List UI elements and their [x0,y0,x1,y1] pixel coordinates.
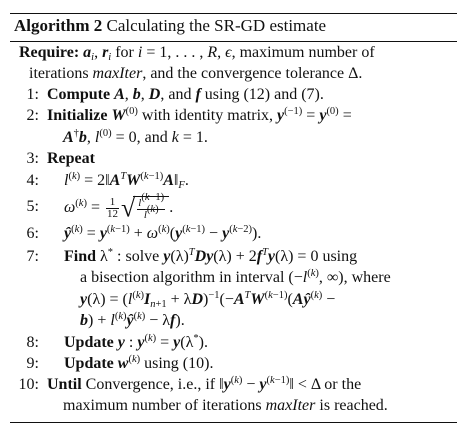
algorithm-line [10,267,457,288]
keyword: Repeat [47,150,95,167]
line-content: λ* : solve $y(\lambda)^TDy(\lambda) + 2f^Ty(\lambda) = 0$ using [96,246,358,265]
algorithm-line [10,353,457,374]
line-number: 6: [26,225,39,242]
algorithm-line [10,374,457,395]
algorithm-title [10,14,457,37]
line-number: 2: [26,107,39,124]
line-content: $w^{(k)}$ using (10). [117,354,214,372]
line-number: 4: [26,171,39,189]
algorithm-line [10,126,457,148]
line-text [47,84,324,105]
line-number: 9: [26,355,39,372]
line-content: $y(\lambda) = (l^{(k)}I_{n+1}$ + $\lambda D)^{-1}(-A^TW^{(k-1)}(Aŷ^{(k)}$ − [80,289,336,310]
algorithm-line [10,42,457,63]
line-text [64,223,261,244]
line-text [64,192,174,223]
algorithm-line [10,169,457,191]
line-content: A, b, D, and f using (12) and (7). [114,86,324,103]
keyword: Update [64,355,114,372]
line-text [47,148,95,169]
algorithm-line [10,310,457,331]
line-content: $ŷ^{(k)} = y^{(k-1)} + \omega^{(k)}(y^{(k-1)} - y^{(k-2)})$. [64,224,262,242]
line-number: 1: [26,86,39,103]
line-text [80,267,391,288]
algorithm-line [10,288,457,310]
algorithm-box [10,13,457,423]
algorithm-caption: Calculating the SR-GD estimate [106,16,327,35]
line-text [19,42,375,63]
line-text [63,127,208,148]
keyword: Until [47,376,82,393]
algorithm-line [10,331,457,353]
line-content: maximum number of iterations maxIter is reached. [63,397,388,414]
keyword: Require: [19,44,80,61]
line-content: Convergence, i.e., if $‖y^{(k)}$ − $y^{(k-1)}‖ < \Delta$ or the [81,375,362,393]
line-content: A†b, $l^{(0)} = 0$, and k = 1. [63,127,208,146]
line-text [80,310,185,331]
line-content: $W^{(0)}$ with identity matrix, $y^{(-1)} = y^{(0)}$ = [111,106,352,124]
algorithm-body [10,42,457,416]
line-content: $l^{(k)}$ = $2‖A^TW^{(k-1)}A‖_F$. [64,170,189,191]
keyword: Update [64,333,114,351]
line-text [80,289,335,310]
algorithm-line [10,63,457,84]
line-text [29,63,362,84]
algorithm-line [10,395,457,416]
keyword: Initialize [47,107,108,124]
line-content: y : $y^{(k)} = y(\lambda^*)$. [117,332,208,351]
algorithm-line [10,84,457,105]
line-text [64,332,208,353]
line-content: a bisection algorithm in interval ($-l^{(k)}$, ∞), where [80,268,391,286]
line-text [63,395,388,416]
line-text [64,170,189,191]
line-number: 10: [18,376,39,393]
line-text [47,374,361,395]
line-content: iterations maxIter, and the convergence tolerance Δ. [29,65,363,82]
keyword: Find [64,247,97,265]
algorithm-label: Algorithm 2 [14,16,103,35]
line-content: $\omega^{(k)}$ = $\frac{1}{12}$ √ $\frac{l^{(k-1)}}{l^{(k)}}$ . [64,192,174,223]
keyword: Compute [47,86,111,103]
line-number: 7: [26,247,39,265]
algorithm-line [10,148,457,169]
line-number: 3: [26,150,39,167]
algorithm-line [10,105,457,126]
algorithm-line [10,222,457,245]
line-content: $a_i$, $r_i$ for i = 1, . . . , R, ϵ, maximum number of [83,44,375,63]
line-number: 5: [26,198,39,215]
algorithm-line [10,191,457,222]
algorithm-line [10,245,457,267]
line-number: 8: [26,333,39,351]
line-text [47,105,352,126]
line-text [64,353,213,374]
line-content: $b) + l^{(k)}ŷ^{(k)} - \lambda f$). [80,311,185,329]
line-text [64,246,357,267]
